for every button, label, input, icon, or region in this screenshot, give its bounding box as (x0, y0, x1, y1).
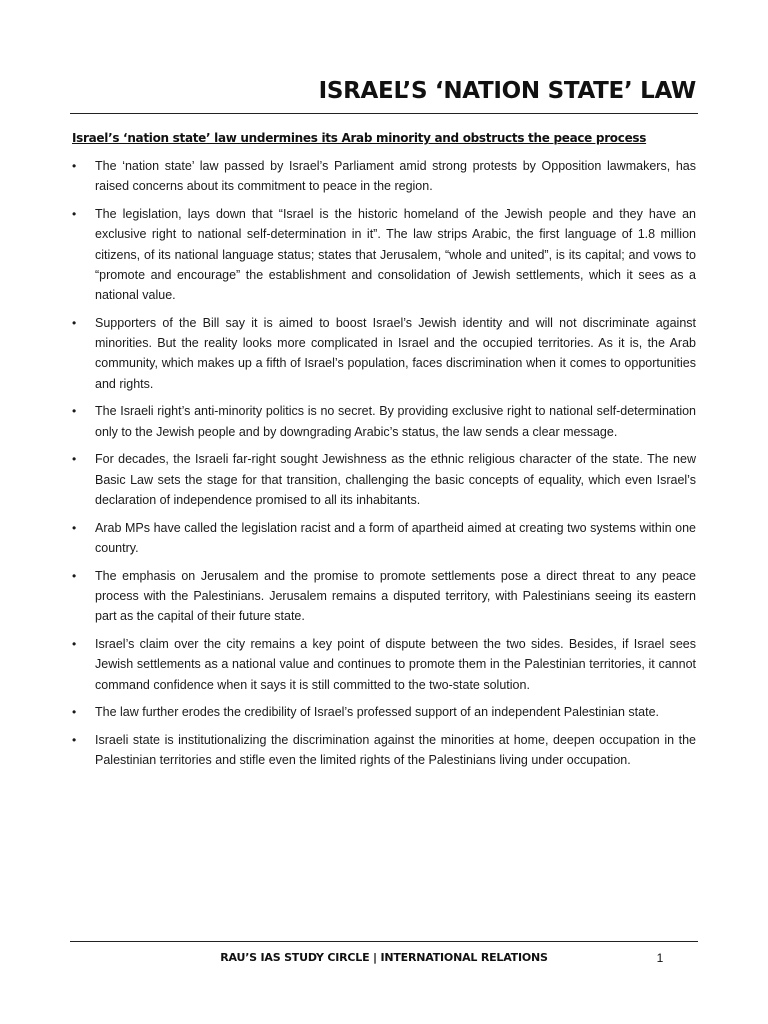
bullet-icon: • (72, 568, 77, 583)
bullet-item-3 (72, 313, 696, 394)
footer-text: RAU’S IAS STUDY CIRCLE | INTERNATIONAL RELATIONS (220, 951, 548, 964)
bullet-text: The legislation, lays down that “Israel is the historic homeland of the Jewish people and they have an exclusive right to national self-determination in it”. The law strips Arabic, the first language of 1.8 million citizens, of its national language status; states that Jerusalem, “whole and united”, is its capital; and vows to “promote and encourage” the establishment and consolidation of Jewish settlements, which it sees as a national value. (95, 206, 696, 303)
bullet-item-2 (72, 204, 696, 305)
footer-divider (70, 941, 698, 942)
bullet-icon: • (72, 732, 77, 747)
bullet-text: The Israeli right’s anti-minority politics is no secret. By providing exclusive right to national self-determination only to the Jewish people and by downgrading Arabic’s status, the law sends a clear message. (95, 404, 696, 439)
bullet-item-6 (72, 518, 696, 559)
section-subheading: Israel’s ‘nation state’ law undermines its Arab minority and obstructs the peace process (72, 131, 647, 145)
bullet-text: Israel’s claim over the city remains a key point of dispute between the two sides. Besides, if Israel sees Jewish settlements as a national value and continues to promote them in the Palestinian territories, it cannot command confidence when it says it is still committed to the two-state solution. (95, 636, 696, 692)
bullet-text: The emphasis on Jerusalem and the promise to promote settlements pose a direct threat to any peace process with the Palestinians. Jerusalem remains a disputed territory, with Palestinians seeing its eastern part as the capital of their future state. (95, 568, 696, 624)
bullet-text: Supporters of the Bill say it is aimed to boost Israel’s Jewish identity and will not discriminate against minorities. But the reality looks more complicated in Israel and the occupied territories. As it is, the Arab community, which makes up a fifth of Israel’s population, faces discrimination when it comes to opportunities and rights. (95, 315, 696, 391)
bullet-item-4 (72, 401, 696, 442)
bullet-icon: • (72, 520, 77, 535)
bullet-icon: • (72, 705, 77, 720)
bullet-icon: • (72, 206, 77, 221)
bullet-item-5 (72, 449, 696, 510)
bullet-text: Israeli state is institutionalizing the discrimination against the minorities at home, deepen occupation in the Palestinian territories and stifle even the limited rights of the Palestinians living under occupation. (95, 732, 696, 768)
bullet-text: Arab MPs have called the legislation racist and a form of apartheid aimed at creating two systems within one country. (95, 520, 696, 555)
bullet-icon: • (72, 452, 77, 467)
bullet-item-8 (72, 634, 696, 695)
bullet-text: For decades, the Israeli far-right sought Jewishness as the ethnic religious character of the state. The new Basic Law sets the stage for that transition, challenging the basic concepts of equality, which even Israel’s declaration of independence promised to all its inhabitants. (95, 452, 696, 508)
bullet-icon: • (72, 315, 77, 330)
bullet-item-9 (72, 702, 696, 722)
page-title: ISRAEL’S ‘NATION STATE’ LAW (318, 78, 696, 104)
bullet-item-7 (72, 566, 696, 627)
bullet-text: The law further erodes the credibility of Israel’s professed support of an independent Palestinian state. (95, 705, 659, 720)
bullet-icon: • (72, 636, 77, 651)
bullet-text: The ‘nation state’ law passed by Israel’s Parliament amid strong protests by Opposition lawmakers, has raised concerns about its commitment to peace in the region. (95, 159, 696, 194)
bullet-item-10 (72, 730, 696, 771)
bullet-list (72, 156, 696, 778)
bullet-icon: • (72, 159, 77, 173)
page-number: 1 (656, 951, 664, 965)
bullet-icon: • (72, 404, 77, 419)
bullet-item-1 (72, 156, 696, 197)
title-divider (70, 113, 698, 114)
